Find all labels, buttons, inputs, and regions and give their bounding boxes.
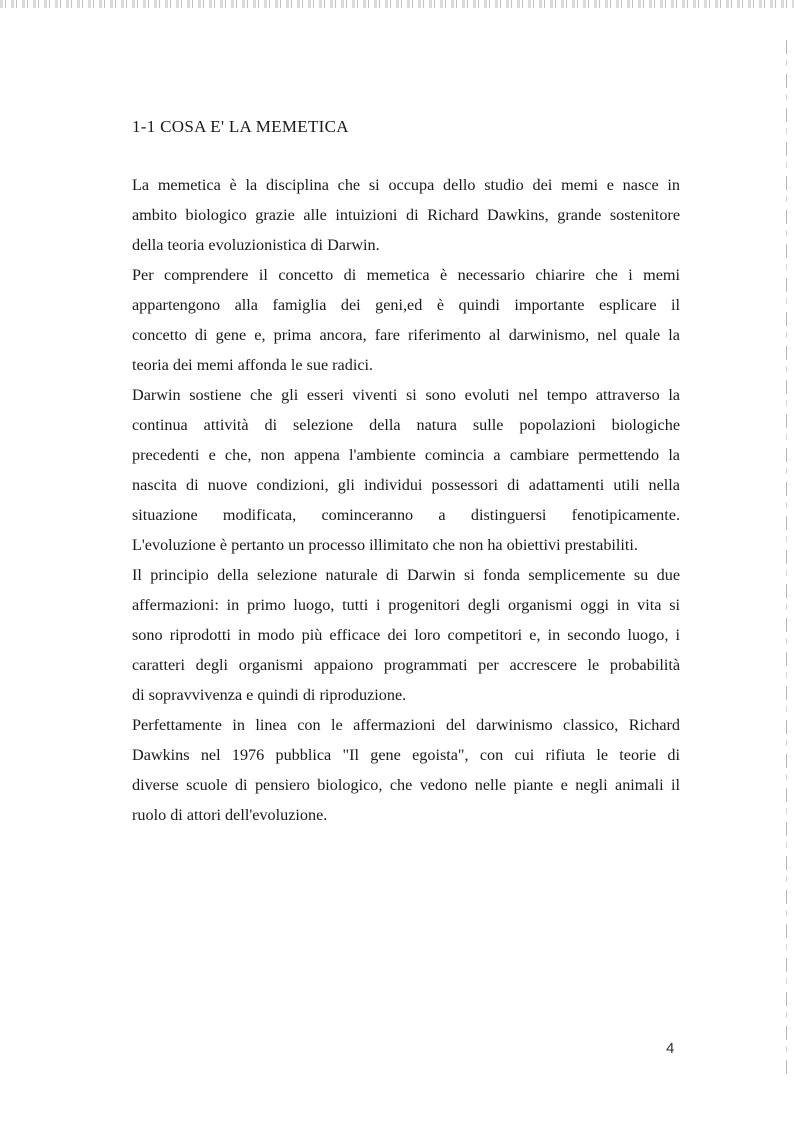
text-line: affermazioni: in primo luogo, tutti i progenitori degli organismi oggi in vita si — [132, 596, 680, 614]
text-line: sono riprodotti in modo più efficace dei loro competitori e, in secondo luogo, i — [132, 626, 680, 644]
text-line: appartengono alla famiglia dei geni,ed è quindi importante esplicare il — [132, 296, 680, 314]
text-line: ambito biologico grazie alle intuizioni di Richard Dawkins, grande sostenitore — [132, 206, 680, 224]
text-line: ruolo di attori dell'evoluzione. — [132, 806, 328, 824]
text-line: situazione modificata, cominceranno a distinguersi fenotipicamente. — [132, 506, 680, 524]
section-heading: 1-1 COSA E' LA MEMETICA — [132, 117, 349, 136]
text-line: concetto di gene e, prima ancora, fare riferimento al darwinismo, nel quale la — [132, 326, 680, 344]
text-line: L'evoluzione è pertanto un processo illimitato che non ha obiettivi prestabiliti. — [132, 536, 638, 554]
text-line: Perfettamente in linea con le affermazioni del darwinismo classico, Richard — [132, 716, 680, 734]
page-number: 4 — [666, 1040, 675, 1057]
text-line: Per comprendere il concetto di memetica è necessario chiarire che i memi — [132, 266, 680, 284]
text-line: Il principio della selezione naturale di Darwin si fonda semplicemente su due — [132, 566, 680, 584]
text-line: diverse scuole di pensiero biologico, che vedono nelle piante e negli animali il — [132, 776, 680, 794]
text-line: precedenti e che, non appena l'ambiente comincia a cambiare permettendo la — [132, 446, 680, 464]
text-line: teoria dei memi affonda le sue radici. — [132, 356, 374, 374]
text-line: Darwin sostiene che gli esseri viventi si sono evoluti nel tempo attraverso la — [132, 386, 680, 404]
text-line: caratteri degli organismi appaiono programmati per accrescere le probabilità — [132, 656, 680, 674]
text-line: della teoria evoluzionistica di Darwin. — [132, 236, 380, 254]
text-line: nascita di nuove condizioni, gli individui possessori di adattamenti utili nella — [132, 476, 680, 494]
body-text — [132, 170, 680, 830]
text-line: di sopravvivenza e quindi di riproduzione. — [132, 686, 407, 704]
scan-edge-top — [0, 0, 794, 8]
text-line: La memetica è la disciplina che si occupa dello studio dei memi e nasce in — [132, 176, 680, 194]
text-line: Dawkins nel 1976 pubblica "Il gene egoista", con cui rifiuta le teorie di — [132, 746, 680, 764]
text-line: continua attività di selezione della natura sulle popolazioni biologiche — [132, 416, 680, 434]
scan-edge-right — [786, 40, 787, 1080]
